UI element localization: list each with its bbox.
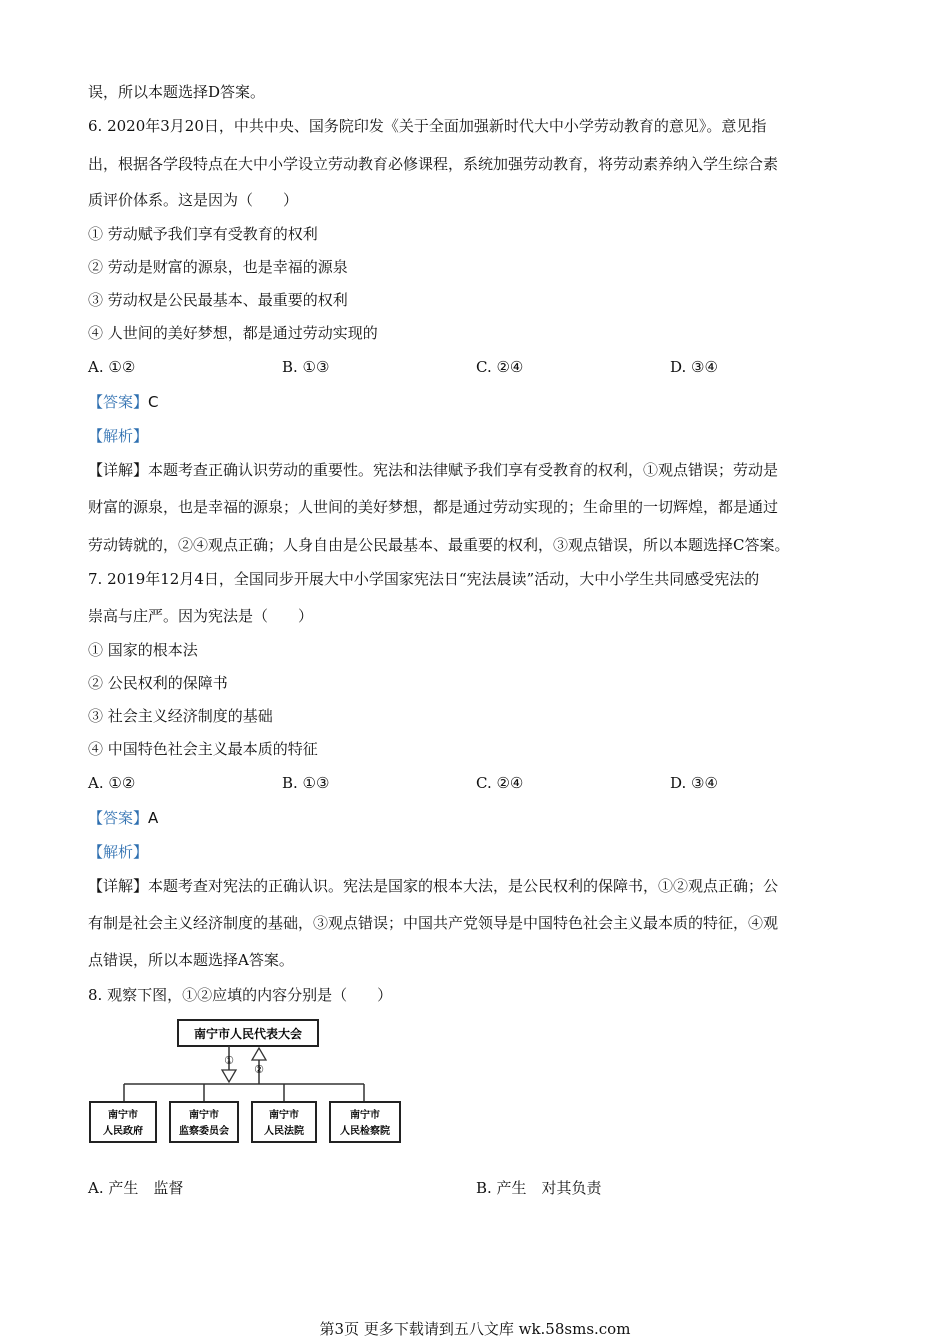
answer-line bbox=[88, 808, 158, 828]
text-line: 质评价体系。这是因为（ ） bbox=[88, 191, 299, 209]
option-a: A. 产生 监督 bbox=[88, 1179, 184, 1197]
text-line: 财富的源泉，也是幸福的源泉；人世间的美好梦想，都是通过劳动实现的；生命里的一切辉煌，都是通过 bbox=[88, 498, 779, 516]
analysis-tag: 【解析】 bbox=[88, 427, 149, 445]
svg-text:南宁市: 南宁市 bbox=[350, 1110, 380, 1121]
option-d: D. ③④ bbox=[670, 774, 718, 792]
svg-text:人民法院: 人民法院 bbox=[264, 1126, 304, 1137]
option-a: A. ①② bbox=[88, 774, 136, 792]
text-line: 误，所以本题选择D答案。 bbox=[88, 83, 266, 101]
svg-text:人民政府: 人民政府 bbox=[103, 1126, 143, 1137]
choice-item: ③ 社会主义经济制度的基础 bbox=[88, 707, 273, 725]
svg-text:人民检察院: 人民检察院 bbox=[340, 1126, 390, 1137]
answer-tag: 【答案】 bbox=[88, 809, 149, 827]
arrow-up-head bbox=[252, 1048, 266, 1060]
question-8: 8. 观察下图，①②应填的内容分别是（ ） bbox=[88, 986, 393, 1004]
detail-line bbox=[88, 460, 778, 480]
page-footer: 第3页 更多下载请到五八文库 wk.58sms.com bbox=[319, 1320, 631, 1338]
choice-item: ③ 劳动权是公民最基本、最重要的权利 bbox=[88, 291, 348, 309]
answer-tag: 【答案】 bbox=[88, 393, 149, 411]
arrow-down-head bbox=[222, 1070, 236, 1082]
choice-item: ① 国家的根本法 bbox=[88, 641, 198, 659]
option-c: C. ②④ bbox=[476, 358, 524, 376]
analysis-tag: 【解析】 bbox=[88, 843, 149, 861]
option-d: D. ③④ bbox=[670, 358, 718, 376]
question-7: 7. 2019年12月4日，全国同步开展大中小学国家宪法日“宪法晨读”活动，大中小学生共同感受宪法的 bbox=[88, 570, 760, 588]
svg-text:南宁市: 南宁市 bbox=[189, 1110, 219, 1121]
option-a: A. ①② bbox=[88, 358, 136, 376]
diagram-top-label: 南宁市人民代表大会 bbox=[193, 1027, 303, 1041]
option-b: B. ①③ bbox=[282, 358, 330, 376]
detail-tag: 【详解】 bbox=[88, 461, 149, 479]
org-diagram bbox=[86, 1016, 416, 1152]
choice-item: ② 公民权利的保障书 bbox=[88, 674, 228, 692]
marker-2: ② bbox=[254, 1063, 264, 1076]
svg-text:南宁市: 南宁市 bbox=[108, 1110, 138, 1121]
text-line: 点错误，所以本题选择A答案。 bbox=[88, 951, 294, 969]
option-b: B. 产生 对其负责 bbox=[476, 1179, 602, 1197]
detail-text: 本题考查对宪法的正确认识。宪法是国家的根本大法，是公民权利的保障书，①②观点正确；公 bbox=[148, 877, 779, 895]
choice-item: ② 劳动是财富的源泉，也是幸福的源泉 bbox=[88, 258, 348, 276]
svg-text:南宁市: 南宁市 bbox=[269, 1110, 299, 1121]
text-line: 出，根据各学段特点在大中小学设立劳动教育必修课程，系统加强劳动教育，将劳动素养纳入学生综合素 bbox=[88, 155, 779, 173]
detail-tag: 【详解】 bbox=[88, 877, 149, 895]
choice-item: ④ 中国特色社会主义最本质的特征 bbox=[88, 740, 318, 758]
question-6: 6. 2020年3月20日，中共中央、国务院印发《关于全面加强新时代大中小学劳动教育的意见》。意见指 bbox=[88, 117, 767, 135]
detail-text: 本题考查正确认识劳动的重要性。宪法和法律赋予我们享有受教育的权利，①观点错误；劳动是 bbox=[148, 461, 779, 479]
answer-value: A bbox=[148, 809, 159, 827]
option-b: B. ①③ bbox=[282, 774, 330, 792]
choice-item: ① 劳动赋予我们享有受教育的权利 bbox=[88, 225, 318, 243]
text-line: 劳动铸就的，②④观点正确；人身自由是公民最基本、最重要的权利，③观点错误，所以本题选择C答案。 bbox=[88, 536, 790, 554]
answer-value: C bbox=[148, 393, 159, 411]
marker-1: ① bbox=[224, 1054, 234, 1067]
choice-item: ④ 人世间的美好梦想，都是通过劳动实现的 bbox=[88, 324, 378, 342]
option-c: C. ②④ bbox=[476, 774, 524, 792]
text-line: 有制是社会主义经济制度的基础，③观点错误；中国共产党领导是中国特色社会主义最本质的特征，④观 bbox=[88, 914, 779, 932]
answer-line bbox=[88, 392, 159, 412]
text-line: 崇高与庄严。因为宪法是（ ） bbox=[88, 607, 314, 625]
svg-text:监察委员会: 监察委员会 bbox=[179, 1126, 229, 1137]
detail-line bbox=[88, 876, 778, 896]
